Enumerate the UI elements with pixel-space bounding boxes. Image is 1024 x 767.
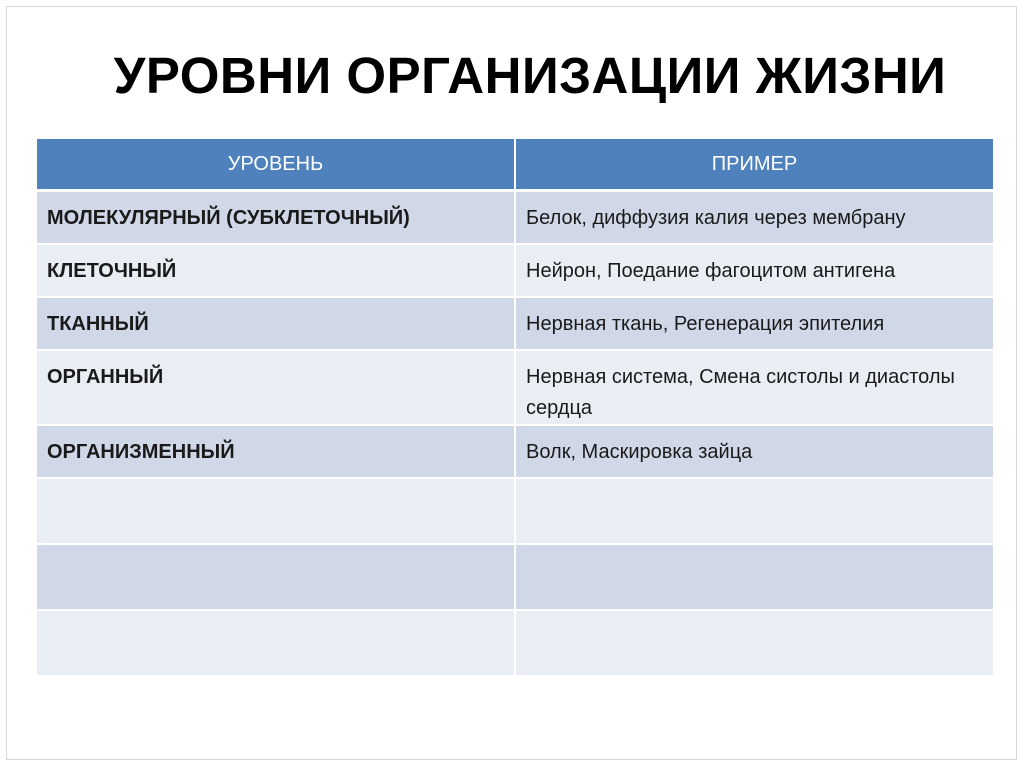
level-cell: ОРГАННЫЙ bbox=[37, 350, 515, 425]
table-row bbox=[37, 244, 993, 297]
level-cell: ТКАННЫЙ bbox=[37, 297, 515, 350]
example-cell bbox=[515, 610, 993, 676]
example-cell: Волк, Маскировка зайца bbox=[515, 425, 993, 478]
table-row bbox=[37, 425, 993, 478]
levels-table bbox=[37, 139, 993, 677]
table-row-empty bbox=[37, 544, 993, 610]
example-cell: Белок, диффузия калия через мембрану bbox=[515, 191, 993, 245]
header-level: УРОВЕНЬ bbox=[37, 139, 515, 191]
level-cell: КЛЕТОЧНЫЙ bbox=[37, 244, 515, 297]
level-cell bbox=[37, 610, 515, 676]
level-cell bbox=[37, 544, 515, 610]
example-cell bbox=[515, 544, 993, 610]
example-cell bbox=[515, 478, 993, 544]
level-cell bbox=[37, 478, 515, 544]
example-cell: Нервная система, Смена систолы и диастолы сердца bbox=[515, 350, 993, 425]
table-row-empty bbox=[37, 610, 993, 676]
example-cell: Нервная ткань, Регенерация эпителия bbox=[515, 297, 993, 350]
table-row bbox=[37, 297, 993, 350]
slide-title: УРОВНИ ОРГАНИЗАЦИИ ЖИЗНИ bbox=[113, 47, 947, 104]
table-row-empty bbox=[37, 478, 993, 544]
table-row bbox=[37, 191, 993, 245]
table-header-row bbox=[37, 139, 993, 191]
header-example: ПРИМЕР bbox=[515, 139, 993, 191]
level-cell: ОРГАНИЗМЕННЫЙ bbox=[37, 425, 515, 478]
example-cell: Нейрон, Поедание фагоцитом антигена bbox=[515, 244, 993, 297]
table-row bbox=[37, 350, 993, 425]
level-cell: МОЛЕКУЛЯРНЫЙ (СУБКЛЕТОЧНЫЙ) bbox=[37, 191, 515, 245]
